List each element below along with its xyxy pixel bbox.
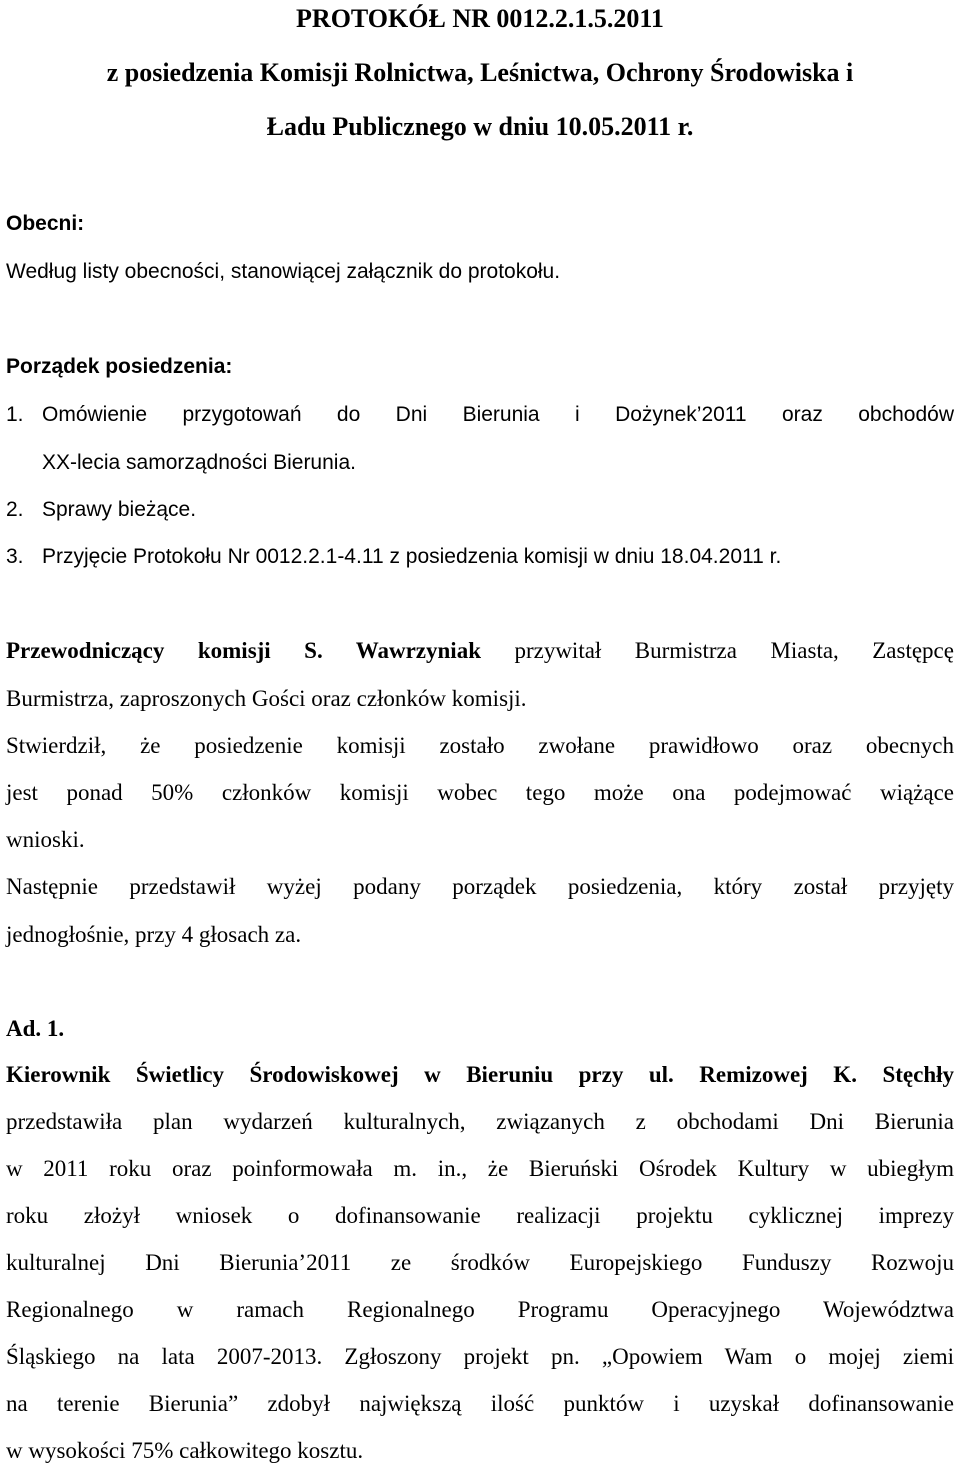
agenda-item-1-number: 1. [6, 403, 24, 426]
document-subtitle-line1: z posiedzenia Komisji Rolnictwa, Leśnictwa, Ochrony Środowiska i [106, 58, 854, 87]
ad1-paragraph-line3: roku złożył wniosek o dofinansowanie realizacji projektu cyklicznej imprezy [6, 1203, 954, 1228]
ad1-paragraph-line6: Śląskiego na lata 2007-2013. Zgłoszony projekt pn. „Opowiem Wam o mojej ziemi [6, 1344, 954, 1369]
opening-paragraph-line1 [6, 638, 954, 664]
agenda-item-3-number: 3. [6, 545, 24, 568]
agenda-item-2-text: Sprawy bieżące. [42, 498, 197, 521]
agenda-item-2-number: 2. [6, 498, 24, 521]
opening-line1-rest: przywitał Burmistrza Miasta, Zastępcę [514, 638, 954, 663]
opening-paragraph-line7: jednogłośnie, przy 4 głosach za. [6, 922, 302, 947]
document-subtitle-line2: Ładu Publicznego w dniu 10.05.2011 r. [266, 112, 694, 141]
opening-paragraph-line4: jest ponad 50% członków komisji wobec tego może ona podejmować wiążące [6, 780, 954, 805]
ad1-paragraph-line8: w wysokości 75% całkowitego kosztu. [6, 1438, 364, 1463]
agenda-item-1-text: Omówienie przygotowań do Dni Bierunia i Dożynek’2011 oraz obchodów [42, 403, 954, 426]
agenda-item-3-text: Przyjęcie Protokołu Nr 0012.2.1-4.11 z posiedzenia komisji w dniu 18.04.2011 r. [42, 545, 782, 568]
chairman-name: Przewodniczący komisji S. Wawrzyniak [6, 638, 481, 663]
ad1-heading: Ad. 1. [6, 1016, 65, 1041]
opening-paragraph-line5: wnioski. [6, 827, 85, 852]
attendance-text: Według listy obecności, stanowiącej załącznik do protokołu. [6, 260, 561, 283]
opening-paragraph-line3: Stwierdził, że posiedzenie komisji zostało zwołane prawidłowo oraz obecnych [6, 733, 954, 758]
ad1-paragraph-line4: kulturalnej Dni Bierunia’2011 ze środków Europejskiego Funduszy Rozwoju [6, 1250, 954, 1275]
document-title: PROTOKÓŁ NR 0012.2.1.5.2011 [296, 4, 664, 33]
ad1-paragraph-line7: na terenie Bierunia” zdobył największą ilość punktów i uzyskał dofinansowanie [6, 1391, 954, 1416]
ad1-speaker-line: Kierownik Świetlicy Środowiskowej w Bieruniu przy ul. Remizowej K. Stęchły [6, 1062, 954, 1087]
attendance-heading: Obecni: [6, 212, 85, 235]
ad1-paragraph-line5: Regionalnego w ramach Regionalnego Programu Operacyjnego Województwa [6, 1297, 954, 1322]
opening-paragraph-line6: Następnie przedstawił wyżej podany porządek posiedzenia, który został przyjęty [6, 874, 954, 899]
agenda-item-1-text-cont: XX-lecia samorządności Bierunia. [42, 451, 356, 474]
agenda-heading: Porządek posiedzenia: [6, 355, 233, 378]
ad1-paragraph-line2: w 2011 roku oraz poinformowała m. in., że Bieruński Ośrodek Kultury w ubiegłym [6, 1156, 954, 1181]
ad1-paragraph-line1: przedstawiła plan wydarzeń kulturalnych, związanych z obchodami Dni Bierunia [6, 1109, 954, 1134]
opening-paragraph-line2: Burmistrza, zaproszonych Gości oraz członków komisji. [6, 686, 527, 711]
